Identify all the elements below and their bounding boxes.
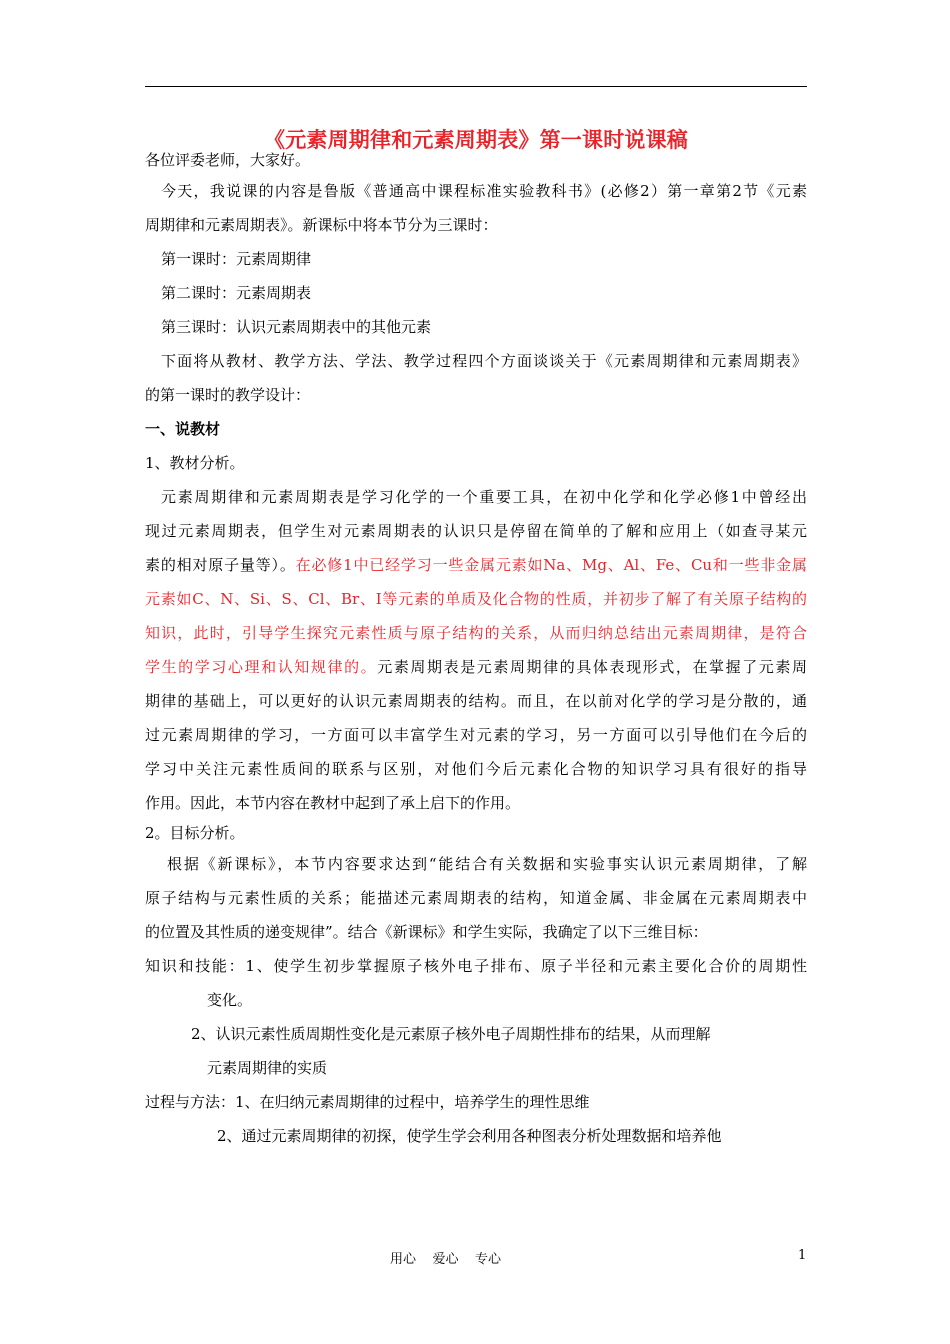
paragraph-line: 作用。因此，本节内容在教材中起到了承上启下的作用。 (145, 794, 521, 812)
intro-line-2: 周期律和元素周期表》。新课标中将本节分为三课时： (145, 216, 498, 234)
subheading-textbook-analysis: 1、教材分析。 (145, 454, 245, 472)
goal-line-2: 原子结构与元素性质的关系；能描述元素周期表的结构，知道金属、非金属在元素周期表中 (145, 889, 807, 907)
paragraph-line: 过元素周期律的学习，一方面可以丰富学生对元素的学习，另一方面可以引导他们在今后的 (145, 726, 807, 744)
paragraph-line (145, 650, 807, 684)
paragraph-line: 期律的基础上，可以更好的认识元素周期表的结构。而且，在以前对化学的学习是分散的，通 (145, 692, 807, 710)
highlighted-line: 元素如C、N、Si、S、Cl、Br、I等元素的单质及化合物的性质，并初步了解了有关原子结构的 (145, 590, 807, 608)
plan-line-2: 的第一课时的教学设计： (145, 386, 311, 404)
footer-motto: 用心 爱心 专心 (390, 1252, 502, 1267)
header-rule (145, 86, 807, 87)
section-heading: 一、说教材 (145, 420, 221, 438)
highlighted-line: 知识，此时，引导学生探究元素性质与原子结构的关系，从而归纳总结出元素周期律，是符合 (145, 624, 807, 642)
highlighted-text: 在必修1中已经学习一些金属元素如Na、Mg、Al、Fe、Cu和一些非金属 (295, 556, 807, 574)
lesson-2: 第二课时：元素周期表 (161, 284, 312, 302)
highlighted-text: 学生的学习心理和认知规律的。 (145, 658, 378, 676)
method-line-2: 2、通过元素周期律的初探，使学生学会利用各种图表分析处理数据和培养他 (217, 1127, 722, 1145)
knowledge-line-4: 元素周期律的实质 (207, 1059, 328, 1077)
lesson-3: 第三课时：认识元素周期表中的其他元素 (161, 318, 432, 336)
method-line-1: 过程与方法：1、在归纳元素周期律的过程中，培养学生的理性思维 (145, 1093, 590, 1111)
document-body (145, 147, 807, 1153)
paragraph-line (145, 548, 807, 582)
text-run: 素的相对原子量等）。 (145, 556, 296, 574)
paragraph-line: 学习中关注元素性质间的联系与区别，对他们今后元素化合物的知识学习具有很好的指导 (145, 760, 807, 778)
subheading-goal-analysis: 2。目标分析。 (145, 824, 245, 842)
greeting: 各位评委老师，大家好。 (145, 151, 311, 169)
goal-line-1: 根据《新课标》，本节内容要求达到“能结合有关数据和实验事实认识元素周期律，了解 (167, 855, 807, 873)
goal-line-3: 的位置及其性质的递变规律”。结合《新课标》和学生实际，我确定了以下三维目标： (145, 923, 708, 941)
knowledge-line-3: 2、认识元素性质周期性变化是元素原子核外电子周期性排布的结果，从而理解 (191, 1025, 711, 1043)
knowledge-line-1: 知识和技能：1、使学生初步掌握原子核外电子排布、原子半径和元素主要化合价的周期性 (145, 957, 807, 975)
text-run: 元素周期表是元素周期律的具体表现形式，在掌握了元素周 (377, 658, 807, 676)
document-title: 《元素周期律和元素周期表》第一课时说课稿 (264, 127, 688, 152)
paragraph-line: 现过元素周期表，但学生对元素周期表的认识只是停留在简单的了解和应用上（如查寻某元 (145, 522, 807, 540)
knowledge-line-2: 变化。 (207, 991, 253, 1009)
intro-line-1: 今天，我说课的内容是鲁版《普通高中课程标准实验教科书》(必修2）第一章第2节《元素 (161, 182, 807, 200)
paragraph-line: 元素周期律和元素周期表是学习化学的一个重要工具，在初中化学和化学必修1中曾经出 (161, 488, 807, 506)
page-number: 1 (798, 1248, 807, 1263)
plan-line-1: 下面将从教材、教学方法、学法、教学过程四个方面谈谈关于《元素周期律和元素周期表》 (161, 352, 807, 370)
lesson-1: 第一课时：元素周期律 (161, 250, 312, 268)
